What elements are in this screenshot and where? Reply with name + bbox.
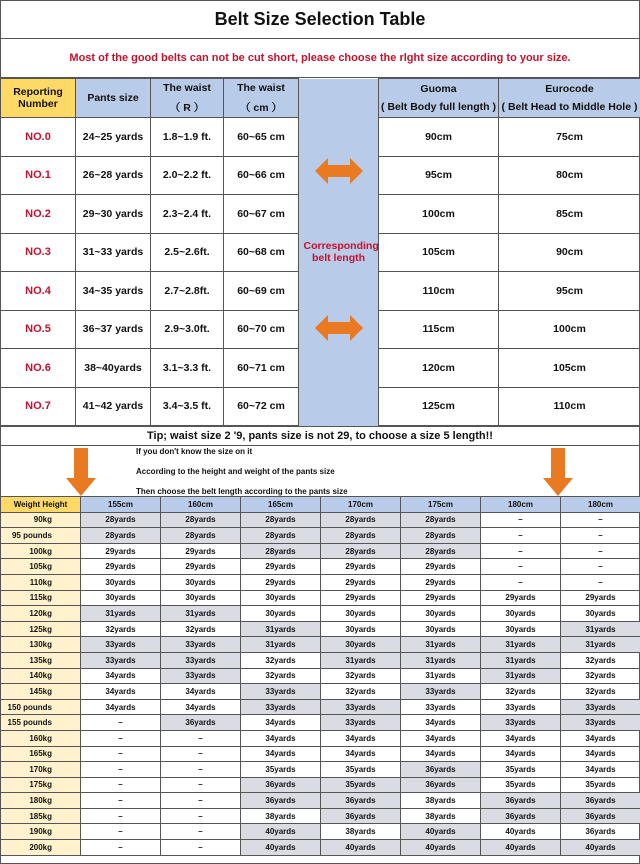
- pants-size-value: 29yards: [161, 543, 241, 559]
- pants-size-value: 32yards: [161, 621, 241, 637]
- weight-row: [1, 652, 640, 668]
- eurocode-length-cell: 90cm: [499, 233, 640, 272]
- pants-size-value: 34yards: [81, 699, 161, 715]
- pants-size-value: 36yards: [321, 793, 401, 809]
- size-number-cell: NO.3: [1, 233, 76, 272]
- weight-label: 95 pounds: [1, 528, 81, 544]
- pants-size-value: 34yards: [241, 715, 321, 731]
- guoma-length-cell: 110cm: [379, 272, 499, 311]
- pants-size-value: 29yards: [321, 559, 401, 575]
- pants-size-value: –: [81, 840, 161, 856]
- pants-size-value: 29yards: [401, 574, 481, 590]
- pants-size-value: –: [161, 762, 241, 778]
- pants-size-value: 33yards: [481, 715, 561, 731]
- weight-row: [1, 637, 640, 653]
- pants-size-value: 31yards: [561, 637, 640, 653]
- pants-size-value: 28yards: [161, 528, 241, 544]
- weight-row: [1, 824, 640, 840]
- pants-size-value: 30yards: [401, 621, 481, 637]
- pants-size-value: –: [561, 528, 640, 544]
- weight-row: [1, 808, 640, 824]
- waist-ft-cell: 3.4~3.5 ft.: [151, 387, 224, 426]
- pants-size-value: 28yards: [81, 528, 161, 544]
- waist-cm-cell: 60~67 cm: [224, 195, 299, 234]
- pants-size-value: 31yards: [241, 621, 321, 637]
- weight-label: 90kg: [1, 512, 81, 528]
- pants-size-value: 40yards: [481, 824, 561, 840]
- pants-size-cell: 26~28 yards: [76, 156, 151, 195]
- pants-size-value: 38yards: [241, 808, 321, 824]
- pants-size-value: –: [561, 512, 640, 528]
- waist-cm-cell: 60~66 cm: [224, 156, 299, 195]
- pants-size-value: 31yards: [161, 606, 241, 622]
- pants-size-value: 33yards: [241, 699, 321, 715]
- pants-size-value: –: [481, 559, 561, 575]
- weight-row: [1, 590, 640, 606]
- header-waist-cm-label: The waist: [237, 81, 285, 94]
- pants-size-value: 40yards: [321, 840, 401, 856]
- waist-cm-cell: 60~70 cm: [224, 310, 299, 349]
- header-pants-size: Pants size: [76, 79, 151, 118]
- pants-size-value: 34yards: [241, 730, 321, 746]
- pants-size-value: 35yards: [481, 777, 561, 793]
- header-waist-ft-label: The waist: [163, 81, 211, 94]
- weight-label: 185kg: [1, 808, 81, 824]
- pants-size-value: 38yards: [401, 808, 481, 824]
- size-number-cell: NO.5: [1, 310, 76, 349]
- weight-row: [1, 840, 640, 856]
- waist-ft-cell: 2.7~2.8ft.: [151, 272, 224, 311]
- pants-size-value: 40yards: [401, 840, 481, 856]
- size-number-cell: NO.0: [1, 118, 76, 157]
- header-height: 170cm: [321, 497, 401, 513]
- note-line: Then choose the belt length according to the pants size: [136, 487, 348, 496]
- size-number-cell: NO.1: [1, 156, 76, 195]
- pants-size-value: 34yards: [81, 684, 161, 700]
- double-arrow-icon: [315, 313, 363, 343]
- weight-row: [1, 574, 640, 590]
- pants-size-value: 32yards: [321, 668, 401, 684]
- weight-row: [1, 606, 640, 622]
- pants-size-cell: 41~42 yards: [76, 387, 151, 426]
- corresponding-belt-length: [299, 79, 379, 426]
- waist-cm-cell: 60~68 cm: [224, 233, 299, 272]
- weight-label: 190kg: [1, 824, 81, 840]
- weight-row: [1, 684, 640, 700]
- pants-size-value: 34yards: [561, 730, 640, 746]
- pants-size-value: 29yards: [161, 559, 241, 575]
- pants-size-value: 29yards: [481, 590, 561, 606]
- weight-row: [1, 559, 640, 575]
- pants-size-value: 28yards: [241, 543, 321, 559]
- pants-size-value: 38yards: [321, 824, 401, 840]
- weight-row: [1, 621, 640, 637]
- pants-size-value: 28yards: [401, 543, 481, 559]
- pants-size-value: 30yards: [561, 606, 640, 622]
- waist-cm-cell: 60~69 cm: [224, 272, 299, 311]
- header-height: 180cm: [481, 497, 561, 513]
- waist-ft-cell: 2.5~2.6ft.: [151, 233, 224, 272]
- pants-size-value: 34yards: [401, 730, 481, 746]
- weight-label: 155 pounds: [1, 715, 81, 731]
- eurocode-length-cell: 105cm: [499, 349, 640, 388]
- pants-size-value: –: [161, 808, 241, 824]
- pants-size-value: 33yards: [561, 715, 640, 731]
- header-waist-ft-unit: （ R ）: [169, 101, 205, 114]
- pants-size-value: 40yards: [481, 840, 561, 856]
- pants-size-value: 36yards: [561, 808, 640, 824]
- pants-size-value: 34yards: [321, 746, 401, 762]
- weight-label: 120kg: [1, 606, 81, 622]
- pants-size-value: 34yards: [321, 730, 401, 746]
- size-table: [0, 78, 640, 426]
- pants-size-value: 29yards: [81, 559, 161, 575]
- guoma-length-cell: 125cm: [379, 387, 499, 426]
- weight-row: [1, 762, 640, 778]
- weight-label: 200kg: [1, 840, 81, 856]
- pants-size-value: 29yards: [321, 590, 401, 606]
- header-height: 175cm: [401, 497, 481, 513]
- pants-size-value: 29yards: [321, 574, 401, 590]
- pants-size-value: 31yards: [241, 637, 321, 653]
- guoma-length-cell: 100cm: [379, 195, 499, 234]
- pants-size-value: 31yards: [401, 652, 481, 668]
- weight-row: [1, 746, 640, 762]
- down-arrow-icon: [543, 448, 573, 496]
- pants-size-value: 36yards: [241, 777, 321, 793]
- size-number-cell: NO.4: [1, 272, 76, 311]
- pants-size-value: 29yards: [561, 590, 640, 606]
- pants-size-value: 36yards: [481, 793, 561, 809]
- pants-size-value: 29yards: [241, 559, 321, 575]
- header-eurocode: [499, 79, 640, 118]
- pants-size-value: 32yards: [241, 652, 321, 668]
- pants-size-value: 36yards: [401, 777, 481, 793]
- pants-size-value: 32yards: [561, 668, 640, 684]
- note-line: If you don't know the size on it: [136, 447, 253, 456]
- pants-size-value: 33yards: [321, 699, 401, 715]
- weight-label: 100kg: [1, 543, 81, 559]
- eurocode-length-cell: 95cm: [499, 272, 640, 311]
- pants-size-value: 31yards: [401, 668, 481, 684]
- pants-size-value: 28yards: [401, 512, 481, 528]
- pants-size-value: 28yards: [321, 528, 401, 544]
- weight-row: [1, 699, 640, 715]
- pants-size-value: 30yards: [81, 574, 161, 590]
- page-title: Belt Size Selection Table: [0, 0, 640, 39]
- pants-size-value: 30yards: [481, 621, 561, 637]
- pants-size-value: –: [481, 543, 561, 559]
- pants-size-value: –: [561, 574, 640, 590]
- weight-row: [1, 777, 640, 793]
- weight-label: 145kg: [1, 684, 81, 700]
- pants-size-value: 36yards: [561, 824, 640, 840]
- size-number-cell: NO.2: [1, 195, 76, 234]
- pants-size-value: 28yards: [241, 528, 321, 544]
- weight-row: [1, 512, 640, 528]
- pants-size-value: 32yards: [241, 668, 321, 684]
- pants-size-value: 33yards: [561, 699, 640, 715]
- pants-size-cell: 31~33 yards: [76, 233, 151, 272]
- size-number-cell: NO.6: [1, 349, 76, 388]
- pants-size-value: 28yards: [401, 528, 481, 544]
- note-line: According to the height and weight of the pants size: [136, 467, 335, 476]
- pants-size-value: –: [561, 559, 640, 575]
- weight-row: [1, 730, 640, 746]
- pants-size-value: 35yards: [321, 777, 401, 793]
- pants-size-value: 40yards: [561, 840, 640, 856]
- weight-label: 150 pounds: [1, 699, 81, 715]
- pants-size-value: 36yards: [161, 715, 241, 731]
- pants-size-value: 30yards: [481, 606, 561, 622]
- pants-size-value: 32yards: [561, 652, 640, 668]
- pants-size-value: 34yards: [161, 699, 241, 715]
- waist-ft-cell: 1.8~1.9 ft.: [151, 118, 224, 157]
- weight-label: 175kg: [1, 777, 81, 793]
- down-arrow-icon: [66, 448, 96, 496]
- weight-label: 105kg: [1, 559, 81, 575]
- pants-size-cell: 29~30 yards: [76, 195, 151, 234]
- pants-size-value: 30yards: [321, 621, 401, 637]
- pants-size-cell: 36~37 yards: [76, 310, 151, 349]
- weight-label: 115kg: [1, 590, 81, 606]
- pants-size-value: 36yards: [321, 808, 401, 824]
- waist-ft-cell: 2.0~2.2 ft.: [151, 156, 224, 195]
- pants-size-value: 30yards: [81, 590, 161, 606]
- pants-size-value: 30yards: [401, 606, 481, 622]
- pants-size-value: 34yards: [561, 762, 640, 778]
- header-eurocode-label: Eurocode: [545, 83, 594, 95]
- waist-ft-cell: 2.9~3.0ft.: [151, 310, 224, 349]
- weight-height-table: [0, 496, 640, 856]
- header-guoma-sub: ( Belt Body full length ): [381, 101, 496, 113]
- weight-row: [1, 715, 640, 731]
- pants-size-value: 36yards: [241, 793, 321, 809]
- pants-size-value: 34yards: [81, 668, 161, 684]
- header-waist-cm: [224, 79, 299, 118]
- pants-size-value: –: [561, 543, 640, 559]
- pants-size-value: 34yards: [561, 746, 640, 762]
- weight-row: [1, 543, 640, 559]
- weight-label: 125kg: [1, 621, 81, 637]
- pants-size-value: 31yards: [481, 668, 561, 684]
- pants-size-value: 35yards: [321, 762, 401, 778]
- pants-size-value: 33yards: [161, 668, 241, 684]
- header-height: 155cm: [81, 497, 161, 513]
- weight-row: [1, 528, 640, 544]
- pants-size-value: 34yards: [241, 746, 321, 762]
- weight-label: 180kg: [1, 793, 81, 809]
- pants-size-value: 31yards: [321, 652, 401, 668]
- pants-size-value: 29yards: [401, 590, 481, 606]
- weight-table-header: [1, 497, 640, 513]
- pants-size-value: 33yards: [241, 684, 321, 700]
- pants-size-value: 31yards: [481, 652, 561, 668]
- waist-ft-cell: 2.3~2.4 ft.: [151, 195, 224, 234]
- pants-size-value: 30yards: [321, 637, 401, 653]
- pants-size-value: 33yards: [161, 652, 241, 668]
- pants-size-value: 32yards: [81, 621, 161, 637]
- weight-label: 140kg: [1, 668, 81, 684]
- pants-size-value: 40yards: [401, 824, 481, 840]
- header-guoma: [379, 79, 499, 118]
- pants-size-value: –: [161, 793, 241, 809]
- pants-size-value: 30yards: [241, 606, 321, 622]
- pants-size-value: –: [481, 512, 561, 528]
- eurocode-length-cell: 100cm: [499, 310, 640, 349]
- header-height: 180cm: [561, 497, 640, 513]
- pants-size-value: 36yards: [401, 762, 481, 778]
- header-waist-ft: [151, 79, 224, 118]
- pants-size-value: 31yards: [481, 637, 561, 653]
- guoma-length-cell: 115cm: [379, 310, 499, 349]
- pants-size-value: 30yards: [321, 606, 401, 622]
- pants-size-value: 40yards: [241, 840, 321, 856]
- weight-label: 135kg: [1, 652, 81, 668]
- pants-size-value: 31yards: [561, 621, 640, 637]
- weight-row: [1, 668, 640, 684]
- pants-size-value: –: [81, 824, 161, 840]
- pants-size-value: 38yards: [401, 793, 481, 809]
- pants-size-value: –: [81, 777, 161, 793]
- pants-size-value: –: [481, 574, 561, 590]
- pants-size-value: 30yards: [161, 574, 241, 590]
- header-reporting-number: Reporting Number: [1, 79, 76, 118]
- guoma-length-cell: 95cm: [379, 156, 499, 195]
- weight-label: 110kg: [1, 574, 81, 590]
- pants-size-value: 33yards: [81, 652, 161, 668]
- pants-size-value: 33yards: [401, 699, 481, 715]
- waist-cm-cell: 60~72 cm: [224, 387, 299, 426]
- eurocode-length-cell: 85cm: [499, 195, 640, 234]
- pants-size-value: –: [81, 808, 161, 824]
- pants-size-value: 28yards: [161, 512, 241, 528]
- weight-label: 130kg: [1, 637, 81, 653]
- tip-text: Tip; waist size 2 '9, pants size is not 29, to choose a size 5 length!!: [0, 426, 640, 446]
- pants-size-value: 28yards: [321, 543, 401, 559]
- pants-size-value: 32yards: [561, 684, 640, 700]
- guoma-length-cell: 120cm: [379, 349, 499, 388]
- weight-label: 170kg: [1, 762, 81, 778]
- size-number-cell: NO.7: [1, 387, 76, 426]
- pants-size-value: 30yards: [241, 590, 321, 606]
- eurocode-length-cell: 80cm: [499, 156, 640, 195]
- pants-size-value: 35yards: [481, 762, 561, 778]
- pants-size-value: 35yards: [561, 777, 640, 793]
- pants-size-value: 33yards: [81, 637, 161, 653]
- header-eurocode-sub: ( Belt Head to Middle Hole ): [501, 101, 638, 113]
- pants-size-value: –: [81, 715, 161, 731]
- waist-cm-cell: 60~65 cm: [224, 118, 299, 157]
- pants-size-value: 40yards: [241, 824, 321, 840]
- size-table-header: [1, 79, 640, 118]
- double-arrow-icon: [315, 156, 363, 186]
- pants-size-value: 33yards: [321, 715, 401, 731]
- pants-size-value: 33yards: [481, 699, 561, 715]
- pants-size-value: 28yards: [81, 512, 161, 528]
- pants-size-value: 31yards: [401, 637, 481, 653]
- pants-size-value: 29yards: [241, 574, 321, 590]
- pants-size-value: –: [161, 746, 241, 762]
- subtitle-notice: Most of the good belts can not be cut short, please choose the rlght size according to your size.: [0, 39, 640, 78]
- corresponding-belt-length-label: Corresponding belt length: [303, 240, 379, 264]
- weight-row: [1, 793, 640, 809]
- eurocode-length-cell: 75cm: [499, 118, 640, 157]
- waist-ft-cell: 3.1~3.3 ft.: [151, 349, 224, 388]
- pants-size-value: 33yards: [401, 684, 481, 700]
- weight-label: 165kg: [1, 746, 81, 762]
- header-guoma-label: Guoma: [420, 83, 457, 95]
- pants-size-cell: 24~25 yards: [76, 118, 151, 157]
- pants-size-value: –: [81, 793, 161, 809]
- weight-label: 160kg: [1, 730, 81, 746]
- pants-size-value: 28yards: [321, 512, 401, 528]
- pants-size-value: 32yards: [481, 684, 561, 700]
- pants-size-value: 36yards: [561, 793, 640, 809]
- pants-size-value: 34yards: [161, 684, 241, 700]
- pants-size-value: –: [161, 840, 241, 856]
- pants-size-value: 34yards: [481, 746, 561, 762]
- pants-size-value: 34yards: [401, 715, 481, 731]
- pants-size-value: –: [161, 730, 241, 746]
- header-height: 160cm: [161, 497, 241, 513]
- pants-size-value: 36yards: [481, 808, 561, 824]
- pants-size-value: 29yards: [401, 559, 481, 575]
- pants-size-value: 34yards: [481, 730, 561, 746]
- guoma-length-cell: 90cm: [379, 118, 499, 157]
- pants-size-value: 34yards: [401, 746, 481, 762]
- pants-size-value: –: [81, 762, 161, 778]
- pants-size-value: 32yards: [321, 684, 401, 700]
- pants-size-value: 30yards: [161, 590, 241, 606]
- guoma-length-cell: 105cm: [379, 233, 499, 272]
- header-height: 165cm: [241, 497, 321, 513]
- pants-size-value: –: [81, 746, 161, 762]
- pants-size-value: 35yards: [241, 762, 321, 778]
- pants-size-value: 33yards: [161, 637, 241, 653]
- pants-size-value: 31yards: [81, 606, 161, 622]
- pants-size-value: –: [481, 528, 561, 544]
- notes-block: [136, 448, 348, 496]
- pants-size-value: 28yards: [241, 512, 321, 528]
- pants-size-value: –: [81, 730, 161, 746]
- pants-size-value: –: [161, 824, 241, 840]
- pants-size-value: –: [161, 777, 241, 793]
- waist-cm-cell: 60~71 cm: [224, 349, 299, 388]
- eurocode-length-cell: 110cm: [499, 387, 640, 426]
- pants-size-cell: 34~35 yards: [76, 272, 151, 311]
- pants-size-value: 29yards: [81, 543, 161, 559]
- header-waist-cm-unit: （ cm ）: [239, 101, 282, 114]
- header-weight-height: Weight Height: [1, 497, 81, 513]
- pants-size-cell: 38~40yards: [76, 349, 151, 388]
